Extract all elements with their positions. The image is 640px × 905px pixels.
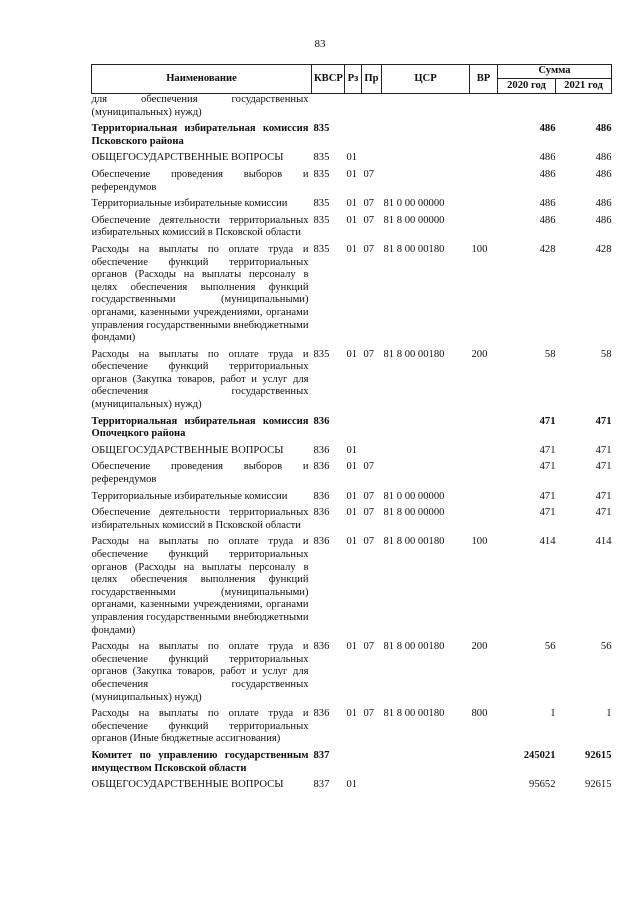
row-sum-2021: 486 bbox=[595, 198, 612, 210]
table-row bbox=[92, 148, 612, 165]
row-name: Территориальная избирательная комиссия Опочецкого района bbox=[91, 415, 309, 440]
row-sum-2021: 486 bbox=[595, 168, 612, 180]
row-sum-2020: 471 bbox=[539, 507, 556, 519]
row-sum-2021: 1 bbox=[606, 708, 612, 720]
row-csr: 81 8 00 00180 bbox=[383, 348, 445, 360]
row-vr: 200 bbox=[471, 641, 488, 653]
row-sum-2020: 428 bbox=[539, 243, 556, 255]
table-row bbox=[92, 345, 612, 412]
row-kvsr: 835 bbox=[313, 198, 330, 210]
row-vr bbox=[470, 775, 498, 792]
row-pr: 07 bbox=[363, 641, 375, 653]
row-csr: 81 8 00 00180 bbox=[383, 641, 445, 653]
row-kvsr: 836 bbox=[313, 444, 330, 456]
row-sum-2020: 414 bbox=[539, 536, 556, 548]
row-csr: 81 8 00 00000 bbox=[383, 507, 445, 519]
row-pr: 07 bbox=[363, 708, 375, 720]
row-kvsr bbox=[312, 94, 345, 120]
row-name: Территориальные избирательные комиссии bbox=[91, 490, 288, 502]
table-row bbox=[92, 637, 612, 704]
row-vr bbox=[470, 148, 498, 165]
table-row bbox=[92, 119, 612, 148]
row-sum-2021: 56 bbox=[600, 641, 612, 653]
header-kvsr: КВСР bbox=[312, 65, 345, 94]
row-pr bbox=[362, 441, 382, 458]
table-row bbox=[92, 94, 612, 120]
row-sum-2021: 486 bbox=[595, 152, 612, 164]
row-pr: 07 bbox=[363, 243, 375, 255]
table-row bbox=[92, 532, 612, 637]
row-kvsr: 836 bbox=[313, 415, 330, 427]
row-vr bbox=[470, 211, 498, 240]
row-rz bbox=[345, 119, 362, 148]
row-sum-2020: 95652 bbox=[529, 779, 556, 791]
table-row bbox=[92, 441, 612, 458]
row-vr bbox=[470, 412, 498, 441]
row-vr: 100 bbox=[471, 243, 488, 255]
row-csr bbox=[382, 441, 470, 458]
row-kvsr: 835 bbox=[313, 168, 330, 180]
table-row bbox=[92, 211, 612, 240]
row-pr: 07 bbox=[363, 461, 375, 473]
row-sum-2021: 471 bbox=[595, 507, 612, 519]
row-rz: 01 bbox=[346, 243, 358, 255]
row-rz: 01 bbox=[346, 490, 358, 502]
row-name: Комитет по управлению государственным имуществом Псковской области bbox=[91, 749, 309, 774]
row-rz: 01 bbox=[346, 779, 358, 791]
row-sum-2021: 471 bbox=[595, 415, 612, 427]
row-vr bbox=[470, 194, 498, 211]
row-sum-2020: 58 bbox=[544, 348, 556, 360]
row-sum-2020: 471 bbox=[539, 415, 556, 427]
row-csr bbox=[382, 775, 470, 792]
row-csr bbox=[382, 148, 470, 165]
row-sum-2021: 92615 bbox=[585, 779, 612, 791]
row-sum-2020 bbox=[498, 94, 556, 120]
row-rz: 01 bbox=[346, 214, 358, 226]
row-sum-2021: 92615 bbox=[585, 749, 612, 761]
header-csr: ЦСР bbox=[382, 65, 470, 94]
header-2021: 2021 год bbox=[556, 79, 612, 94]
budget-table-container bbox=[91, 64, 611, 792]
row-kvsr: 837 bbox=[313, 749, 330, 761]
row-sum-2021: 414 bbox=[595, 536, 612, 548]
row-sum-2021: 471 bbox=[595, 490, 612, 502]
row-name: Расходы на выплаты по оплате труда и обеспечение функций территориальных органов (Иные бюджетные ассигнования) bbox=[91, 708, 309, 745]
row-csr bbox=[382, 457, 470, 486]
row-name: Расходы на выплаты по оплате труда и обеспечение функций территориальных органов (Расходы на выплаты персоналу в целях обеспечения выполнения функций государственными (муниципальными) органами, казенными учреждениями, органами управления государственными внебюджетными фондами) bbox=[91, 243, 309, 344]
row-sum-2021: 471 bbox=[595, 444, 612, 456]
row-vr bbox=[470, 165, 498, 194]
row-sum-2020: 486 bbox=[539, 123, 556, 135]
row-rz: 01 bbox=[346, 708, 358, 720]
row-rz bbox=[345, 746, 362, 775]
row-pr: 07 bbox=[363, 348, 375, 360]
row-vr: 200 bbox=[471, 348, 488, 360]
row-kvsr: 835 bbox=[313, 348, 330, 360]
row-kvsr: 836 bbox=[313, 641, 330, 653]
row-sum-2021: 486 bbox=[595, 214, 612, 226]
header-name: Наименование bbox=[92, 65, 312, 94]
row-rz bbox=[345, 412, 362, 441]
table-row bbox=[92, 746, 612, 775]
row-csr bbox=[382, 94, 470, 120]
table-body bbox=[92, 94, 612, 792]
row-rz: 01 bbox=[346, 461, 358, 473]
budget-table bbox=[91, 64, 612, 792]
row-sum-2021 bbox=[556, 94, 612, 120]
row-csr bbox=[382, 412, 470, 441]
row-name: Территориальные избирательные комиссии bbox=[91, 198, 288, 210]
table-row bbox=[92, 165, 612, 194]
row-rz: 01 bbox=[346, 536, 358, 548]
header-rz: Рз bbox=[345, 65, 362, 94]
table-row bbox=[92, 457, 612, 486]
row-sum-2020: 486 bbox=[539, 152, 556, 164]
row-csr: 81 8 00 00000 bbox=[383, 214, 445, 226]
row-vr bbox=[470, 94, 498, 120]
row-pr: 07 bbox=[363, 198, 375, 210]
header-sum: Сумма bbox=[498, 65, 612, 79]
table-row bbox=[92, 412, 612, 441]
row-sum-2020: 486 bbox=[539, 168, 556, 180]
page-number: 83 bbox=[314, 38, 326, 50]
row-vr bbox=[470, 487, 498, 504]
row-name: ОБЩЕГОСУДАРСТВЕННЫЕ ВОПРОСЫ bbox=[91, 152, 284, 164]
row-pr: 07 bbox=[363, 536, 375, 548]
row-kvsr: 835 bbox=[313, 123, 330, 135]
row-rz: 01 bbox=[346, 641, 358, 653]
row-sum-2021: 471 bbox=[595, 461, 612, 473]
row-name: Расходы на выплаты по оплате труда и обеспечение функций территориальных органов (Расходы на выплаты персоналу в целях обеспечения выполнения функций государственными (муниципальными) органами, казенными учреждениями, органами управления государственными внебюджетными фондами) bbox=[91, 536, 309, 636]
row-kvsr: 837 bbox=[313, 779, 330, 791]
row-kvsr: 836 bbox=[313, 708, 330, 720]
row-kvsr: 836 bbox=[313, 507, 330, 519]
table-row bbox=[92, 194, 612, 211]
row-name: Обеспечение деятельности территориальных избирательных комиссий в Псковской области bbox=[91, 214, 309, 239]
row-sum-2020: 245021 bbox=[523, 749, 556, 761]
row-vr: 100 bbox=[471, 536, 488, 548]
row-name: Расходы на выплаты по оплате труда и обеспечение функций территориальных органов (Закупка товаров, работ и услуг для обеспечения государственных (муниципальных) нужд) bbox=[91, 348, 309, 411]
row-sum-2020: 1 bbox=[550, 708, 556, 720]
row-sum-2021: 486 bbox=[595, 123, 612, 135]
row-rz bbox=[345, 94, 362, 120]
row-rz: 01 bbox=[346, 507, 358, 519]
row-kvsr: 836 bbox=[313, 536, 330, 548]
row-rz: 01 bbox=[346, 168, 358, 180]
row-sum-2020: 471 bbox=[539, 444, 556, 456]
row-pr: 07 bbox=[363, 168, 375, 180]
row-vr bbox=[470, 457, 498, 486]
row-vr: 800 bbox=[471, 708, 488, 720]
row-name: Обеспечение проведения выборов и референдумов bbox=[91, 461, 309, 486]
row-vr bbox=[470, 503, 498, 532]
row-rz: 01 bbox=[346, 198, 358, 210]
row-csr bbox=[382, 746, 470, 775]
row-sum-2021: 428 bbox=[595, 243, 612, 255]
row-pr bbox=[362, 148, 382, 165]
row-csr bbox=[382, 165, 470, 194]
row-name: ОБЩЕГОСУДАРСТВЕННЫЕ ВОПРОСЫ bbox=[91, 779, 284, 791]
row-pr: 07 bbox=[363, 490, 375, 502]
row-kvsr: 835 bbox=[313, 214, 330, 226]
row-sum-2020: 486 bbox=[539, 198, 556, 210]
row-sum-2021: 58 bbox=[600, 348, 612, 360]
header-pr: Пр bbox=[362, 65, 382, 94]
row-sum-2020: 471 bbox=[539, 461, 556, 473]
table-row bbox=[92, 704, 612, 746]
table-header bbox=[92, 65, 612, 94]
row-name: Территориальная избирательная комиссия Псковского района bbox=[91, 123, 309, 147]
row-csr: 81 8 00 00180 bbox=[383, 708, 445, 720]
table-row bbox=[92, 503, 612, 532]
row-kvsr: 835 bbox=[313, 243, 330, 255]
row-kvsr: 836 bbox=[313, 461, 330, 473]
row-csr bbox=[382, 119, 470, 148]
row-pr: 07 bbox=[363, 214, 375, 226]
table-row bbox=[92, 775, 612, 792]
row-rz: 01 bbox=[346, 444, 358, 456]
row-name: ОБЩЕГОСУДАРСТВЕННЫЕ ВОПРОСЫ bbox=[91, 444, 284, 456]
row-sum-2020: 56 bbox=[544, 641, 556, 653]
table-row bbox=[92, 487, 612, 504]
row-vr bbox=[470, 746, 498, 775]
row-kvsr: 836 bbox=[313, 490, 330, 502]
row-kvsr: 835 bbox=[313, 152, 330, 164]
row-csr: 81 0 00 00000 bbox=[383, 490, 445, 502]
row-csr: 81 8 00 00180 bbox=[383, 536, 445, 548]
row-pr bbox=[362, 94, 382, 120]
row-name: Обеспечение деятельности территориальных избирательных комиссий в Псковской области bbox=[91, 507, 309, 531]
row-pr: 07 bbox=[363, 507, 375, 519]
row-sum-2020: 486 bbox=[539, 214, 556, 226]
table-row bbox=[92, 240, 612, 345]
row-name: для обеспечения государственных (муниципальных) нужд) bbox=[91, 94, 309, 118]
row-vr bbox=[470, 119, 498, 148]
header-vr: ВР bbox=[470, 65, 498, 94]
row-vr bbox=[470, 441, 498, 458]
row-name: Расходы на выплаты по оплате труда и обеспечение функций территориальных органов (Закупка товаров, работ и услуг для обеспечения государственных (муниципальных) нужд) bbox=[91, 641, 309, 703]
row-pr bbox=[362, 746, 382, 775]
row-pr bbox=[362, 412, 382, 441]
header-2020: 2020 год bbox=[498, 79, 556, 94]
row-sum-2020: 471 bbox=[539, 490, 556, 502]
row-name: Обеспечение проведения выборов и референдумов bbox=[91, 168, 309, 193]
row-rz: 01 bbox=[346, 348, 358, 360]
row-rz: 01 bbox=[346, 152, 358, 164]
row-pr bbox=[362, 775, 382, 792]
row-csr: 81 8 00 00180 bbox=[383, 243, 445, 255]
row-csr: 81 0 00 00000 bbox=[383, 198, 445, 210]
row-pr bbox=[362, 119, 382, 148]
